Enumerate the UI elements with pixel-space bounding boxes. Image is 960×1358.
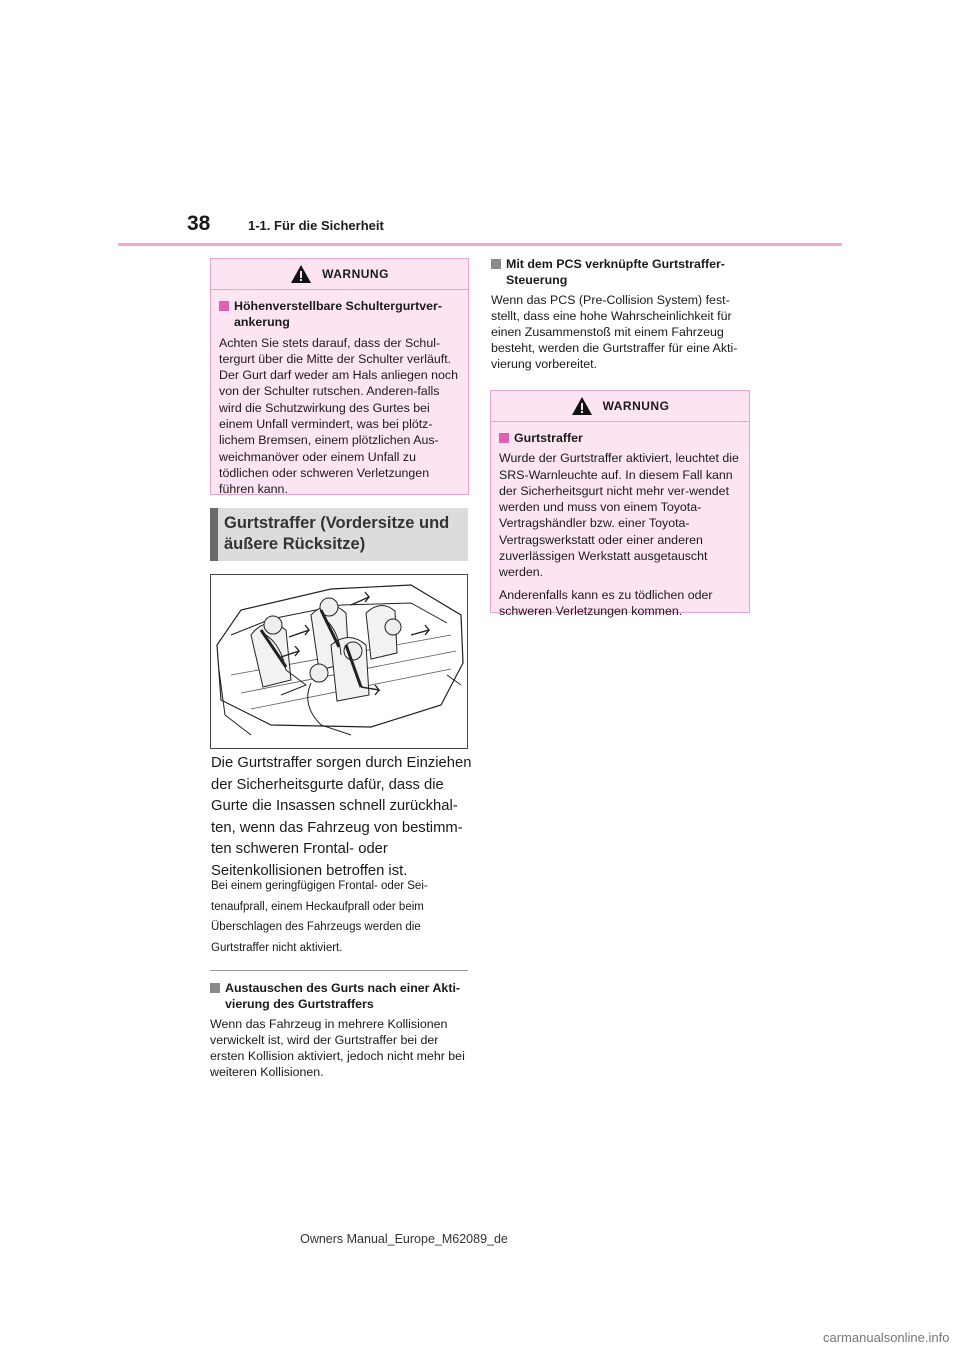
warning-triangle-icon — [290, 264, 312, 284]
intro-paragraph: Die Gurtstraffer sorgen durch Einziehen der Sicherheitsgurte dafür, dass die Gurte die Insassen schnell zurückhal-ten, wenn das Fahrzeug von bestimm-ten schweren Frontal- oder Seitenkollisionen betroffen ist. — [211, 755, 472, 879]
note-paragraph: Bei einem geringfügigen Frontal- oder Sei-tenaufprall, einem Heckaufprall oder beim Überschlagen des Fahrzeugs werden die Gurtstraffer nicht aktiviert. — [211, 880, 428, 954]
warning-triangle-icon — [571, 396, 593, 416]
warning-text-2: Anderenfalls kann es zu tödlichen oder schweren Verletzungen kommen. — [499, 587, 713, 618]
footer: Owners Manual_Europe_M62089_de — [300, 1232, 508, 1246]
warning-box-left — [210, 258, 469, 495]
section-heading: Gurtstraffer (Vordersitze und äußere Rücksitze) — [210, 508, 468, 561]
header-rule — [118, 243, 842, 246]
pink-square-bullet-icon — [219, 301, 229, 311]
warning-text: Achten Sie stets darauf, dass der Schul-tergurt über die Mitte der Schulter verläuft. Der Gurt darf weder am Hals anliegen noch von der Schulter rutschen. Anderen-falls wird die Schutzwirkung des Gurtes bei einem Unfall vermindert, was bei plötz-lichem Bremsen, einem plötzlichen Aus-weichmanöver oder einem Unfall zu tödlichen oder schweren Verletzungen führen kann. — [219, 335, 458, 497]
pcs-heading: Mit dem PCS verknüpfte Gurtstraffer-Steuerung — [491, 256, 753, 288]
car-interior-illustration — [211, 575, 467, 748]
warning-subheading: Gurtstraffer — [499, 430, 741, 446]
replace-text: Wenn das Fahrzeug in mehrere Kollisionen verwickelt ist, wird der Gurtstraffer bei der ersten Kollision aktiviert, jedoch nicht mehr bei weiteren Kollisionen. — [210, 1017, 465, 1079]
warning-header — [491, 391, 749, 422]
section-title: 1-1. Für die Sicherheit — [248, 218, 384, 233]
grey-square-bullet-icon — [491, 259, 501, 269]
watermark: carmanualsonline.info — [823, 1330, 950, 1345]
divider — [210, 970, 468, 971]
pcs-text: Wenn das PCS (Pre-Collision System) fest-stellt, dass eine hohe Wahrscheinlichkeit für einen Zusammenstoß mit einem Fahrzeug besteht, werden die Gurtstraffer für eine Akti-vierung vorbereitet. — [491, 293, 738, 371]
warning-subheading: Höhenverstellbare Schultergurtver-ankerung — [219, 298, 460, 331]
warning-text-1: Wurde der Gurtstraffer aktiviert, leuchtet die SRS-Warnleuchte auf. In diesem Fall kann der Sicherheitsgurt nicht mehr ver-wendet werden und muss von einem Toyota-Vertragshändler bzw. einer Toyota-Vertragswerkstatt oder einer anderen zuverlässigen Werkstatt ausgetauscht werden. — [499, 451, 739, 580]
replace-heading: Austauschen des Gurts nach einer Akti-vierung des Gurtstraffers — [210, 980, 472, 1012]
pcs-section — [491, 256, 753, 372]
warning-header — [211, 259, 468, 290]
seatbelt-pretensioner-illustration — [210, 574, 468, 749]
warning-label: WARNUNG — [322, 267, 389, 281]
warning-label: WARNUNG — [602, 399, 670, 413]
warning-box-right — [490, 390, 750, 618]
grey-square-bullet-icon — [210, 983, 220, 993]
replace-section — [210, 980, 472, 1080]
page-number: 38 — [187, 212, 211, 235]
pink-square-bullet-icon — [499, 433, 509, 443]
